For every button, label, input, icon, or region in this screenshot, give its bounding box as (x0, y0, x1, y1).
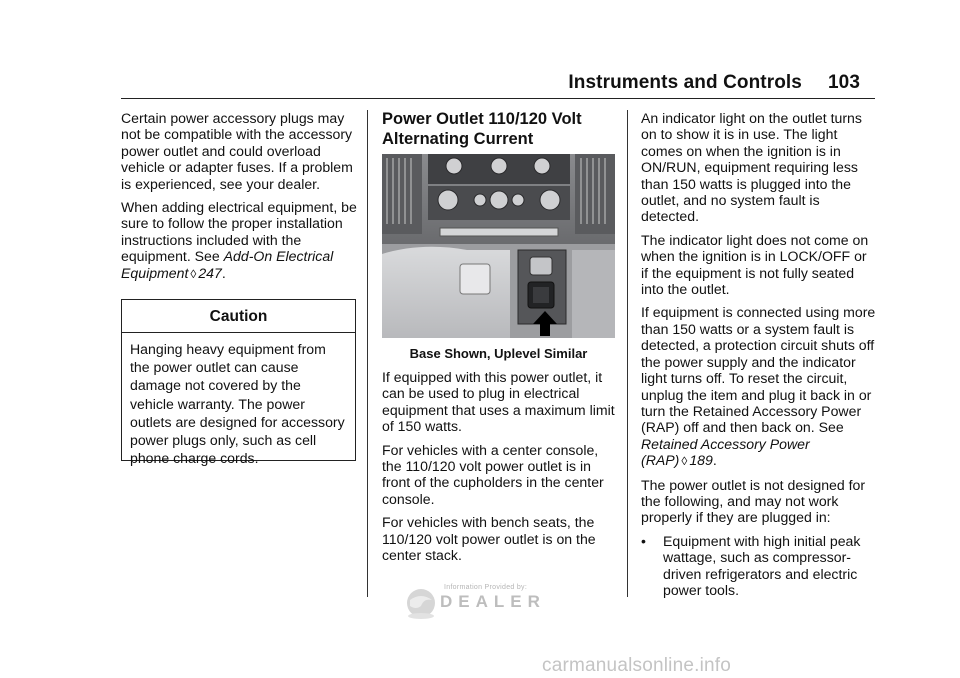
xref-link[interactable]: Retained Accessory Power (RAP) (641, 435, 810, 469)
column-2 (382, 369, 616, 570)
paragraph: If equipment is connected using more than 150 watts or a system fault is detected, a protection circuit shuts off the power supply and the indicator light turns off. To reset the circuit, unplug the item and plug it back in or turn the Retained Accessory Power (RAP) off and then back on. See Retained Accessory Power (RAP) ◊ 189. (641, 304, 876, 469)
section-title: Instruments and Controls (568, 72, 802, 93)
xref-link[interactable]: Add-On Electrical Equipment (121, 248, 334, 281)
paragraph: If equipped with this power outlet, it can be used to plug in electrical equipment that uses a maximum limit of 150 watts. (382, 369, 615, 435)
paragraph: When adding electrical equipment, be sure to follow the proper installation instructions included with the equipment. See Add-On Electrical Equipment ◊ 247. (121, 199, 357, 281)
photo-caption: Base Shown, Uplevel Similar (409, 346, 588, 361)
outlet-photo (382, 154, 615, 338)
footer-url[interactable]: carmanualsonline.info (542, 655, 732, 676)
caution-body: Hanging heavy equipment from the power outlet can cause damage not covered by the vehicle warranty. The power outlets are designed for accessory power plugs only, such as cell phone charge cords. (130, 341, 345, 467)
column-3 (641, 110, 877, 598)
bullet-icon: • (641, 532, 646, 549)
list-item (641, 533, 877, 599)
page-number: 103 (827, 72, 860, 93)
dealer-watermark (404, 584, 548, 620)
paragraph: Certain power accessory plugs may not be compatible with the accessory power outlet and could overload vehicle or adapter fuses. If a problem is experienced, see your dealer. (121, 110, 353, 192)
column-1 (121, 110, 357, 289)
page-header (568, 72, 860, 94)
caution-title: Caution (122, 300, 355, 333)
watermark-caption: Information Provided by: (444, 584, 528, 591)
globe-icon (404, 586, 438, 620)
header-rule (121, 98, 875, 99)
xref-page[interactable]: 247 (198, 264, 222, 281)
subsection-title: Power Outlet 110/120 Volt Alternating Current (382, 110, 582, 148)
center-stack-illustration (382, 154, 615, 338)
paragraph: An indicator light on the outlet turns on to show it is in use. The light comes on when the ignition is in ON/RUN, equipment requiring less than 150 watts is plugged into the outlet, and no system fault is detected. (641, 110, 862, 225)
xref-icon: ◊ (190, 266, 197, 281)
xref-icon: ◊ (681, 454, 688, 469)
paragraph: For vehicles with bench seats, the 110/120 volt power outlet is on the center stack. (382, 514, 596, 564)
paragraph: The indicator light does not come on when the ignition is in LOCK/OFF or if the equipment is not fully seated into the outlet. (641, 231, 869, 298)
column-divider-1 (367, 110, 368, 597)
watermark-logo: DEALER (440, 592, 546, 611)
caution-box (121, 299, 356, 467)
bullet-text: Equipment with high initial peak wattage, such as compressor-driven refrigerators and electric power tools. (663, 532, 861, 598)
paragraph: For vehicles with a center console, the 110/120 volt power outlet is in front of the cupholders in the center console. (382, 441, 604, 507)
column-divider-2 (627, 110, 628, 597)
xref-page[interactable]: 189 (689, 452, 713, 469)
paragraph: The power outlet is not designed for the following, and may not work properly if they are plugged in: (641, 476, 866, 526)
